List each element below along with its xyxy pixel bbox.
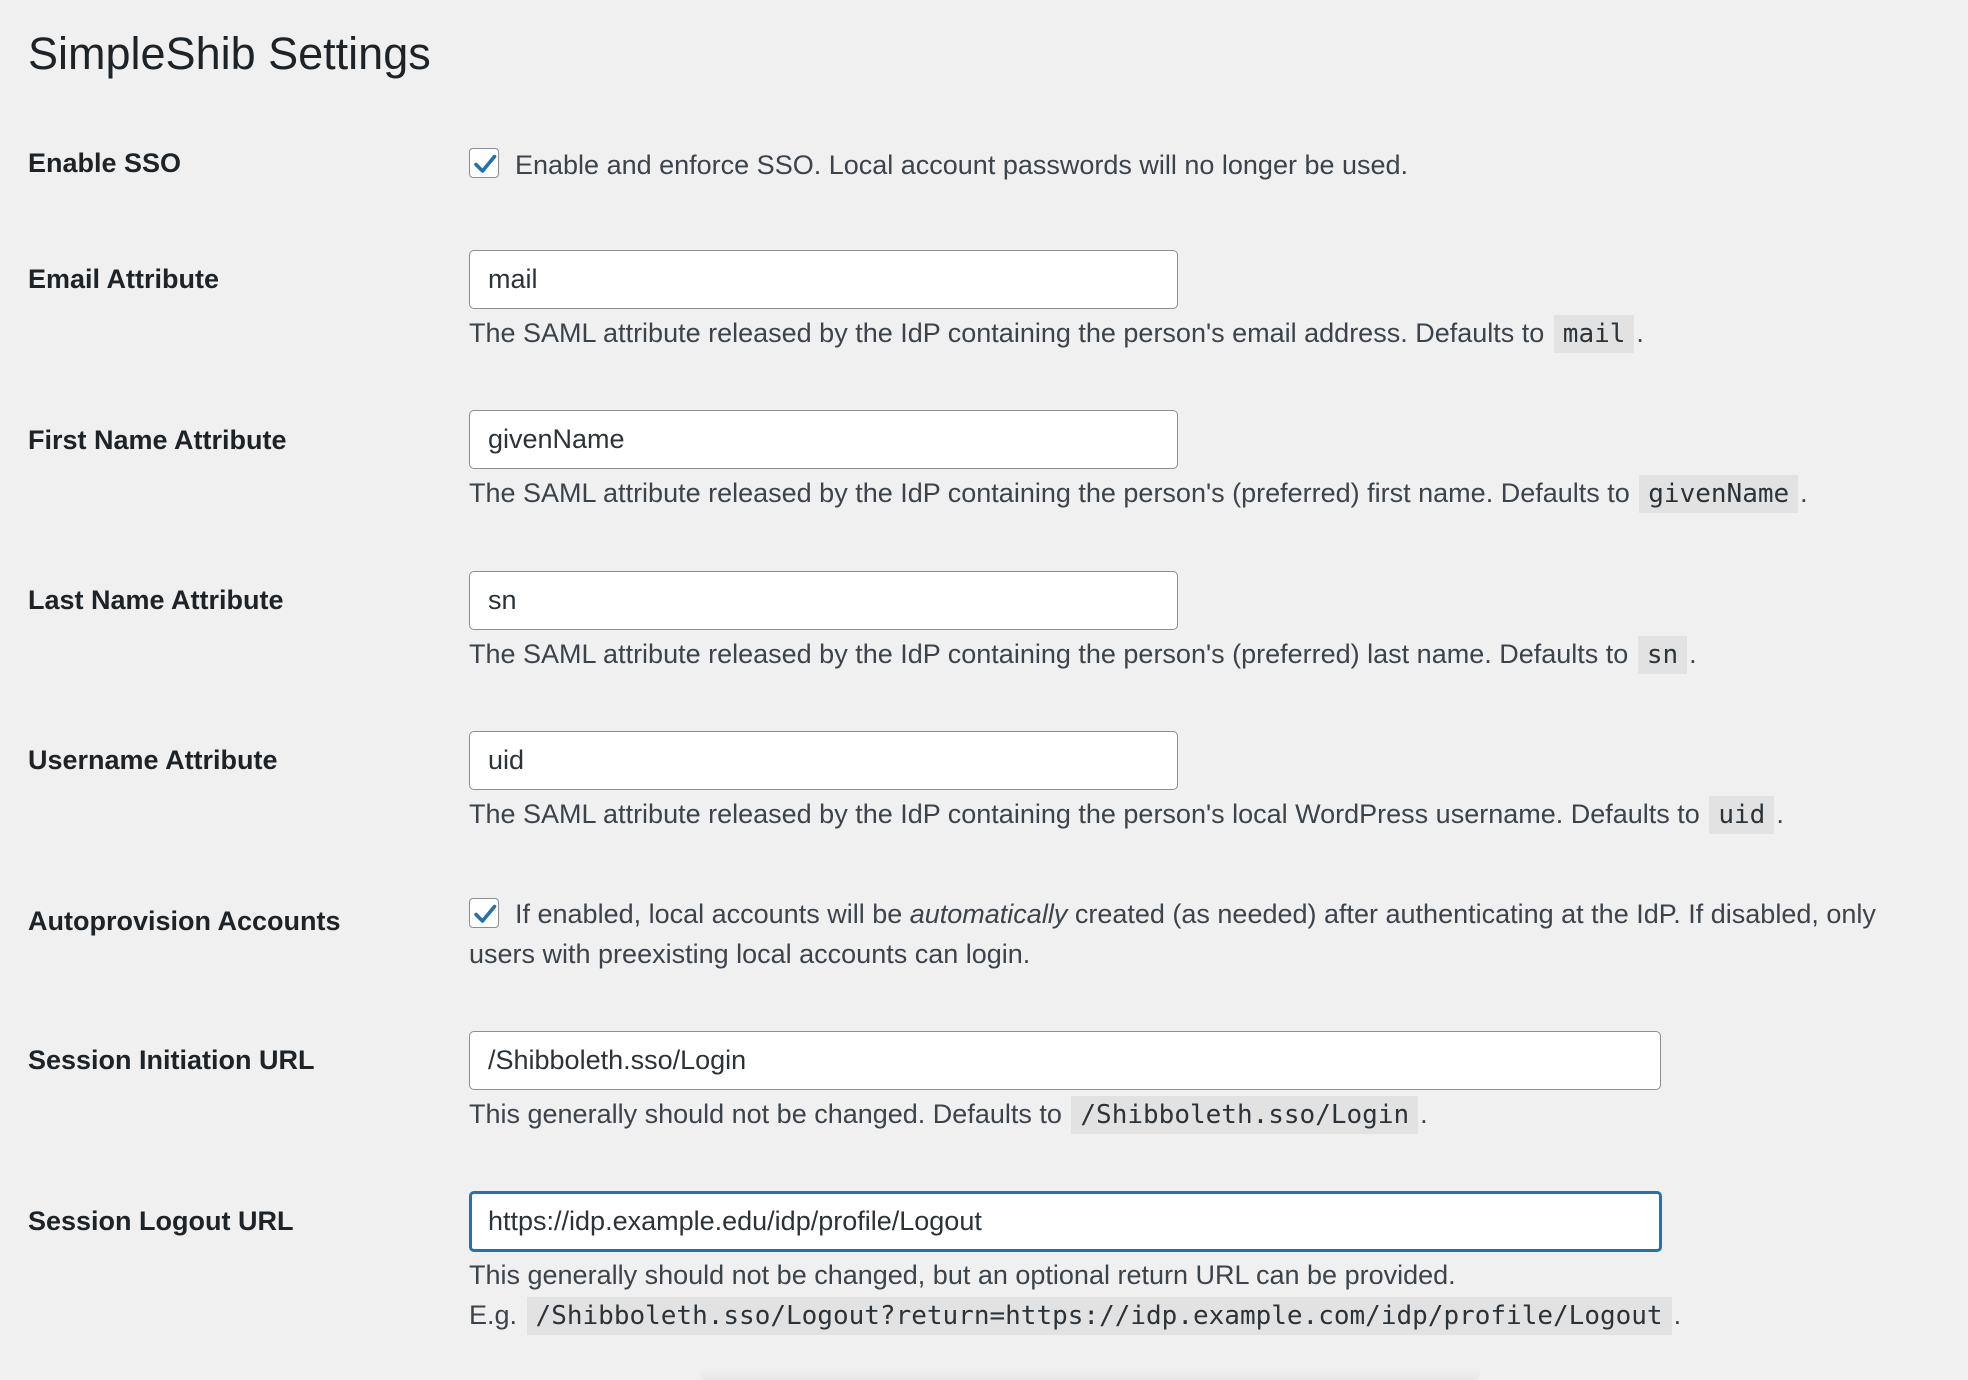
last-name-attribute-input[interactable]	[469, 571, 1178, 630]
session-logout-url-example-code: /Shibboleth.sso/Logout?return=https://idp.example.com/idp/profile/Logout	[527, 1297, 1672, 1335]
session-logout-url-input[interactable]	[469, 1191, 1662, 1252]
username-attribute-description: The SAML attribute released by the IdP containing the person's local WordPress username. Defaults to uid .	[469, 794, 1784, 835]
first-name-attribute-input[interactable]	[469, 410, 1178, 469]
enable-sso-description: Enable and enforce SSO. Local account passwords will no longer be used.	[515, 150, 1409, 180]
session-initiation-url-input[interactable]	[469, 1031, 1661, 1090]
page-title: SimpleShib Settings	[28, 28, 431, 79]
session-initiation-url-default-code: /Shibboleth.sso/Login	[1071, 1096, 1418, 1134]
email-attribute-label: Email Attribute	[28, 264, 220, 294]
session-logout-url-label: Session Logout URL	[28, 1206, 294, 1236]
last-name-attribute-label: Last Name Attribute	[28, 585, 284, 615]
session-initiation-url-description: This generally should not be changed. Defaults to /Shibboleth.sso/Login .	[469, 1094, 1428, 1135]
enable-sso-checkbox[interactable]	[469, 148, 499, 178]
checkmark-icon	[470, 149, 500, 179]
email-attribute-input[interactable]	[469, 250, 1178, 309]
email-attribute-description: The SAML attribute released by the IdP containing the person's email address. Defaults to mail .	[469, 313, 1644, 354]
username-attribute-label: Username Attribute	[28, 745, 278, 775]
username-attribute-default-code: uid	[1709, 796, 1774, 834]
footer-shadow	[700, 1368, 1480, 1380]
autoprovision-description: If enabled, local accounts will be automatically created (as needed) after authenticating at the IdP. If disabled, only users with preexisting local accounts can login.	[469, 899, 1876, 969]
session-logout-url-description: This generally should not be changed, but an optional return URL can be provided.	[469, 1260, 1456, 1290]
autoprovision-label: Autoprovision Accounts	[28, 906, 341, 936]
session-initiation-url-label: Session Initiation URL	[28, 1045, 315, 1075]
username-attribute-input[interactable]	[469, 731, 1178, 790]
first-name-attribute-default-code: givenName	[1639, 475, 1798, 513]
autoprovision-emphasis: automatically	[909, 899, 1068, 929]
last-name-attribute-default-code: sn	[1638, 636, 1687, 674]
email-attribute-default-code: mail	[1554, 315, 1635, 353]
enable-sso-label: Enable SSO	[28, 148, 182, 178]
session-logout-url-example: E.g. /Shibboleth.sso/Logout?return=https://idp.example.com/idp/profile/Logout .	[469, 1295, 1681, 1336]
first-name-attribute-description: The SAML attribute released by the IdP containing the person's (preferred) first name. Defaults to givenName .	[469, 473, 1808, 514]
last-name-attribute-description: The SAML attribute released by the IdP containing the person's (preferred) last name. Defaults to sn .	[469, 634, 1697, 675]
first-name-attribute-label: First Name Attribute	[28, 425, 287, 455]
